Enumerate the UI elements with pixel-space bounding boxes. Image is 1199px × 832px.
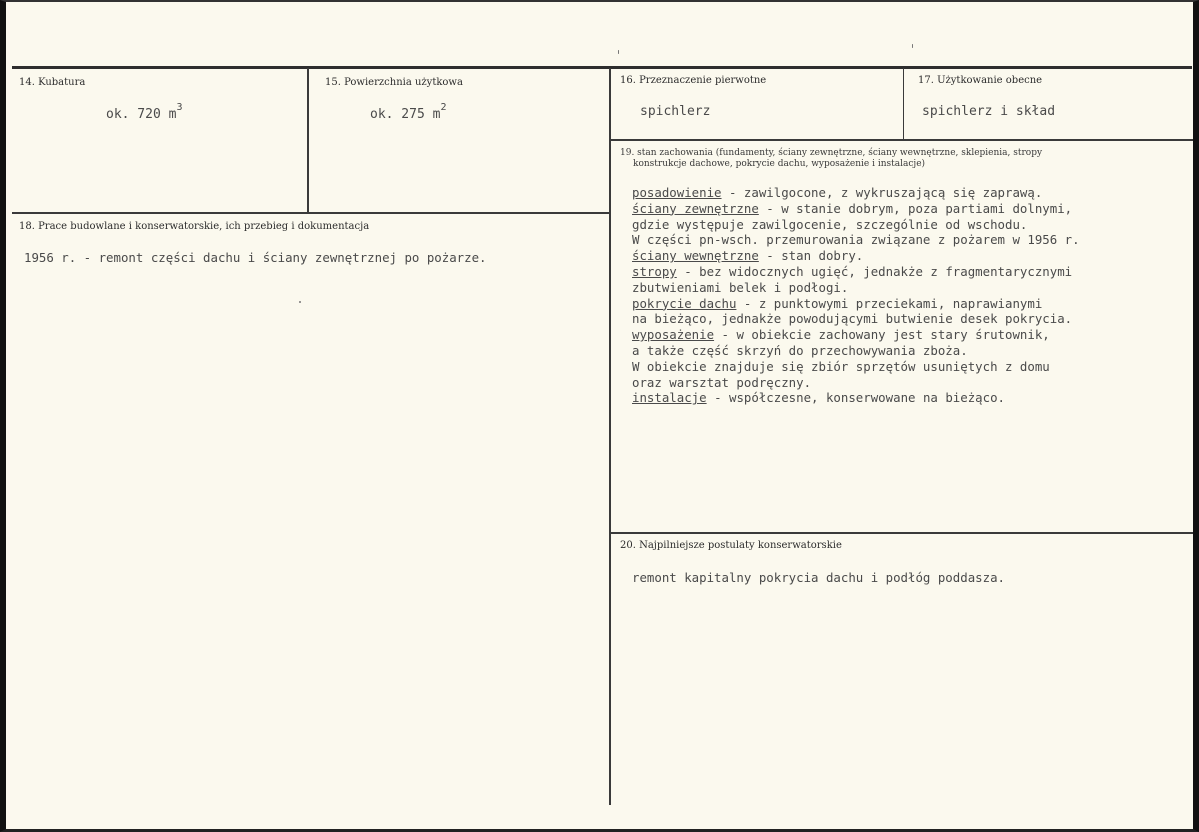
condition-line [632,217,1080,233]
condition-line [632,375,1080,391]
section-17-label: 17. Użytkowanie obecne [918,75,1043,86]
divider-16-17 [903,68,904,140]
condition-text: - współczesne, konserwowane na bieżąco. [706,390,1006,406]
section-16-label: 16. Przeznaczenie pierwotne [620,75,767,86]
paper-speck [618,50,619,54]
divider-15-16 [609,68,611,805]
condition-keyword: stropy [632,263,677,279]
condition-keyword: ściany wewnętrzne [632,248,759,264]
condition-line [632,343,1080,359]
rule-under-14-15 [12,212,610,214]
section-14-unit-exponent: 3 [176,102,183,113]
rule-under-16-17 [610,139,1193,141]
rule-under-19 [610,532,1193,534]
condition-text: - zawilgocone, z wykruszającą się zaprawą. [721,185,1043,200]
condition-line [632,264,1080,280]
paper-speck [299,301,301,303]
condition-line [632,296,1080,312]
condition-text: - bez widocznych ugięć, jednakże z fragmentarycznymi [676,263,1073,279]
top-rule [12,66,1192,69]
condition-text: - z punktowymi przeciekami, naprawianymi [736,295,1043,311]
section-15-value [370,102,446,122]
condition-keyword: ściany zewnętrzne [632,200,759,216]
section-14-value [106,102,182,122]
condition-text: W części pn-wsch. przemurowania związane z pożarem w 1956 r. [632,232,1080,248]
section-15-label: 15. Powierzchnia użytkowa [325,77,463,88]
condition-keyword: instalacje [632,390,707,406]
condition-text: gdzie występuje zawilgocenie, szczególnie od wschodu. [632,216,1028,232]
condition-line [632,311,1080,327]
condition-line [632,248,1080,264]
paper-speck [912,44,913,48]
condition-keyword: wyposażenie [632,327,715,343]
condition-text: W obiekcie znajduje się zbiór sprzętów usuniętych z domu [632,358,1050,374]
condition-text: - stan dobry. [758,248,864,264]
condition-line [632,185,1080,201]
section-18-value: 1956 r. - remont części dachu i ściany zewnętrznej po pożarze. [24,250,487,265]
section-18-label: 18. Prace budowlane i konserwatorskie, ich przebieg i dokumentacja [19,221,370,232]
condition-text: zbutwieniami belek i podłogi. [632,279,849,295]
section-20-label: 20. Najpilniejsze postulaty konserwatorskie [620,540,842,551]
condition-text: a także część skrzyń do przechowywania zboża. [632,342,968,358]
condition-text: oraz warsztat podręczny. [632,374,812,390]
condition-text: - w stanie dobrym, poza partiami dolnymi, [758,200,1073,216]
divider-14-15 [307,68,309,212]
section-20-value: remont kapitalny pokrycia dachu i podłóg poddasza. [632,570,1005,585]
condition-line [632,232,1080,248]
section-15-unit-exponent: 2 [440,102,447,113]
section-14-volume: ok. 720 m [106,107,177,122]
condition-line [632,359,1080,375]
section-16-value: spichlerz [640,104,711,119]
section-15-area: ok. 275 m [370,107,441,122]
section-19-condition-text [632,185,1080,406]
condition-line [632,280,1080,296]
condition-keyword: posadowienie [632,185,722,200]
section-19-label-line-2: konstrukcje dachowe, pokrycie dachu, wyposażenie i instalacje) [633,159,926,169]
section-17-value: spichlerz i skład [922,104,1056,119]
condition-keyword: pokrycie dachu [632,295,737,311]
section-14-label: 14. Kubatura [19,77,86,88]
condition-line [632,390,1080,406]
condition-text: na bieżąco, jednakże powodującymi butwienie desek pokrycia. [632,311,1073,327]
condition-text: - w obiekcie zachowany jest stary śrutownik, [714,327,1050,343]
condition-line [632,327,1080,343]
section-19-label-line-1: 19. stan zachowania (fundamenty, ściany zewnętrzne, ściany wewnętrzne, sklepienia, stropy [620,148,1043,158]
condition-line [632,201,1080,217]
